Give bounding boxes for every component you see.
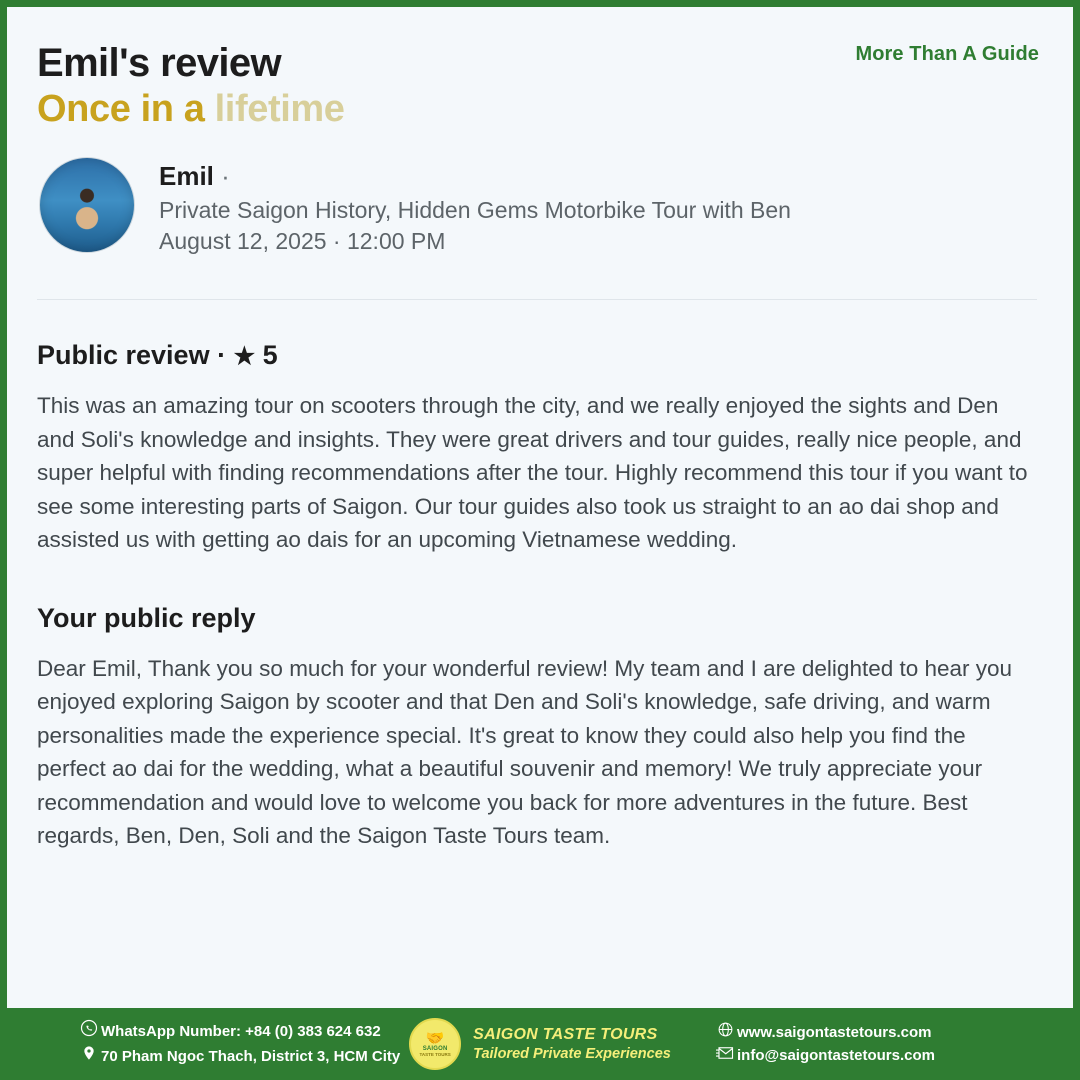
review-content xyxy=(7,7,1073,1008)
rating-value: 5 xyxy=(262,340,278,370)
footer-website-row[interactable] xyxy=(713,1021,1073,1045)
footer-email-row[interactable] xyxy=(713,1045,1073,1067)
avatar xyxy=(39,157,135,253)
footer-brand-lines xyxy=(473,1026,671,1062)
public-review-heading-text: Public review · xyxy=(37,340,227,370)
section-divider xyxy=(37,299,1037,300)
logo-word: SAIGON xyxy=(422,1046,448,1052)
star-icon: ★ xyxy=(233,343,256,370)
footer-brand-name: SAIGON TASTE TOURS xyxy=(473,1026,658,1043)
footer-bar xyxy=(7,1008,1073,1080)
logo-hands-icon: 🤝 xyxy=(425,1030,445,1047)
reviewer-name-separator: · xyxy=(221,161,230,191)
footer-address-row[interactable] xyxy=(77,1044,407,1069)
reviewer-block xyxy=(39,157,1043,255)
review-subtitle-strong: Once in a xyxy=(37,88,205,130)
logo-subword: TASTE TOURS xyxy=(419,1052,451,1057)
location-pin-icon xyxy=(77,1044,101,1069)
footer-email-text: info@saigontastetours.com xyxy=(737,1047,935,1064)
footer-address-text: 70 Pham Ngoc Thach, District 3, HCM City xyxy=(101,1047,401,1065)
saigon-taste-tours-logo-icon xyxy=(409,1018,461,1070)
review-subtitle xyxy=(37,88,1043,131)
page-title: Emil's review xyxy=(37,41,282,85)
footer-brand xyxy=(407,1018,673,1070)
whatsapp-icon xyxy=(77,1019,101,1044)
footer-website-text: www.saigontastetours.com xyxy=(737,1024,932,1041)
footer-contact-right xyxy=(673,1021,1073,1067)
envelope-icon xyxy=(713,1045,737,1067)
public-review-heading xyxy=(37,340,1043,371)
footer-whatsapp-row[interactable] xyxy=(77,1019,407,1044)
review-subtitle-faded: lifetime xyxy=(214,88,345,130)
review-date: August 12, 2025 · 12:00 PM xyxy=(159,228,446,254)
reply-heading: Your public reply xyxy=(37,602,256,633)
footer-contact-left xyxy=(7,1019,407,1069)
footer-whatsapp-text: WhatsApp Number: +84 (0) 383 624 632 xyxy=(101,1022,381,1040)
brand-tagline: More Than A Guide xyxy=(855,43,1039,65)
footer-brand-slogan: Tailored Private Experiences xyxy=(473,1046,671,1062)
tour-name: Private Saigon History, Hidden Gems Motorbike Tour with Ben xyxy=(159,197,791,223)
public-review-text: This was an amazing tour on scooters through the city, and we really enjoyed the sights and Den and Soli's knowledge and insights. They were great drivers and tour guides, really nice people, and super helpful with finding recommendations after the tour. Highly recommend this tour if you want to see some interesting parts of Saigon. Our tour guides also took us straight to an ao dai shop and assisted us with getting ao dais for an upcoming Vietnamese wedding. xyxy=(37,393,1028,552)
globe-icon xyxy=(713,1021,737,1045)
reply-text: Dear Emil, Thank you so much for your wonderful review! My team and I are delighted to hear you enjoyed exploring Saigon by scooter and that Den and Soli's knowledge, safe driving, and warm personalities made the experience special. It's great to know they could also help you find the perfect ao dai for the wedding, what a beautiful souvenir and memory! We truly appreciate your recommendation and would love to welcome you back for more adventures in the future. Best regards, Ben, Den, Soli and the Saigon Taste Tours team. xyxy=(37,655,1013,848)
reviewer-name-text: Emil xyxy=(159,161,214,191)
reviewer-name xyxy=(159,161,791,192)
reviewer-details xyxy=(159,157,791,255)
